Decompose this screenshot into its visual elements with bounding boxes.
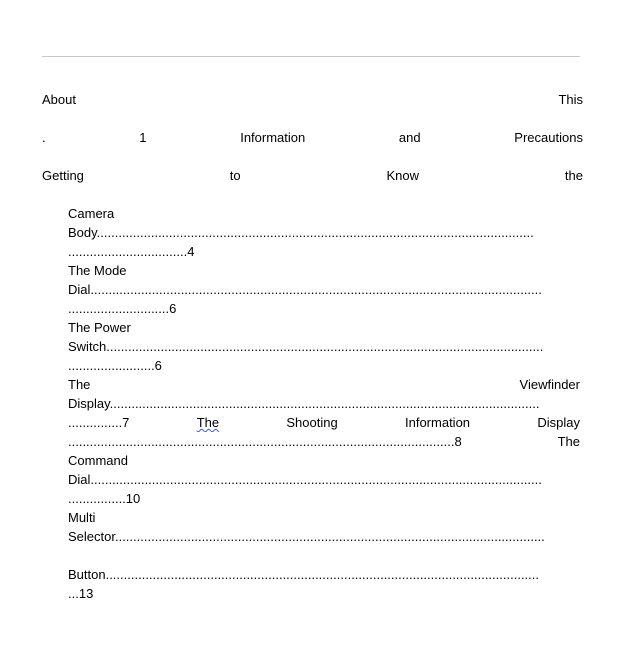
toc-entry-introduction[interactable] [42,67,580,86]
toc-entry-information-line1[interactable] [42,128,583,147]
toc-word: About [42,92,76,107]
toc-leader: Button........................................................................................................................ [68,567,540,582]
toc-entry-mode-dial-page[interactable] [68,299,582,318]
toc-entry-getting-line2[interactable] [42,185,583,204]
toc-word: Viewfinder [519,377,580,392]
toc-entry-multi-selector-page[interactable] [68,546,582,565]
toc-text: . [42,130,46,145]
toc-entry-shutter-release-page[interactable] [68,584,582,603]
toc-page-number: ........................6 [68,358,162,373]
toc-entry-multi-selector-title[interactable] [68,508,582,527]
toc-entry-command-dial-title[interactable] [68,451,582,470]
toc-entry-shooting-info-leader[interactable] [68,432,580,451]
toc-page-number: 1 [139,130,147,145]
toc-title: Multi [68,510,96,525]
toc-leader: Switch......................................................................................................................... [68,339,544,354]
toc-entry-camera-body-leader[interactable] [68,223,582,242]
toc-word: and [398,130,421,145]
toc-entry-mode-dial-leader[interactable] [68,280,582,299]
toc-title: Camera [68,206,115,221]
toc-entry-power-switch-leader[interactable] [68,337,582,356]
toc-word: Information [405,415,471,430]
toc-entry-viewfinder-page[interactable] [68,413,580,432]
toc-entry-camera-body-title[interactable] [68,204,582,223]
toc-word: Display [537,415,580,430]
toc-page-number: .................................4 [68,244,195,259]
toc-word: to [229,168,241,183]
toc-word: Know [386,168,420,183]
toc-entry-camera-body-page[interactable] [68,242,582,261]
toc-page-number: ............................6 [68,301,177,316]
toc-word: The [68,377,91,392]
toc-leader: Dial............................................................................................................................. [68,282,542,297]
spellcheck-word[interactable]: The [196,415,220,430]
toc-word: Information [240,130,306,145]
toc-page-number: ...............7 [68,415,130,430]
toc-entry-command-dial-page[interactable] [68,489,582,508]
toc-entry-multi-selector-leader[interactable] [68,527,582,546]
toc-word: Getting [42,168,84,183]
toc-entry-mode-dial-title[interactable] [68,261,582,280]
header-rule [42,56,580,57]
toc-entry-information-line2[interactable] [42,147,583,166]
toc-entry-power-switch-title[interactable] [68,318,582,337]
toc-word: Shooting [286,415,338,430]
toc-title: The Power [68,320,131,335]
toc-leader: Selector....................................................................................................................... [68,529,545,544]
toc-leader: Body......................................................................................................................... [68,225,534,240]
toc-entry-command-dial-leader[interactable] [68,470,582,489]
toc-entry-about-line1[interactable] [42,90,583,109]
toc-entry-viewfinder-leader[interactable] [68,394,582,413]
toc-entry-about-line2[interactable] [42,109,583,128]
toc-title: Command [68,453,128,468]
toc-title: The Mode [68,263,127,278]
toc-leader: Display....................................................................................................................... [68,396,540,411]
toc-leader: ...........................................................................................................8 [68,434,462,449]
toc-leader: Dial............................................................................................................................. [68,472,542,487]
toc-page-number: ................10 [68,491,141,506]
toc-word: the [564,168,583,183]
toc-entry-viewfinder-title[interactable] [68,375,580,394]
toc-entry-power-switch-page[interactable] [68,356,582,375]
toc-word: The [557,434,580,449]
toc-word: Precautions [514,130,583,145]
toc-word: This [558,92,583,107]
toc-page-number: ...13 [68,586,94,601]
toc-entry-shutter-release-leader[interactable] [68,565,582,584]
toc-entry-getting-line1[interactable] [42,166,583,185]
